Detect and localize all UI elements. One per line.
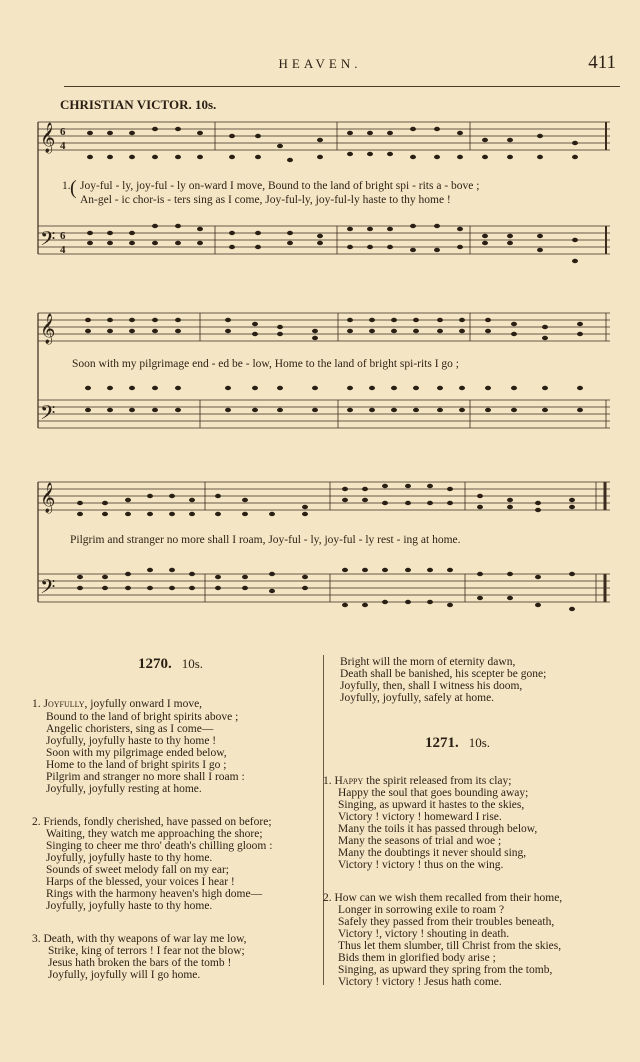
- hymn-number: 1271.: [425, 735, 459, 751]
- stanza-line: Home to the land of bright spirits I go ;: [46, 759, 227, 771]
- stanza-line: Victory ! victory ! thus on the wing.: [338, 859, 504, 871]
- column-divider: [323, 655, 324, 985]
- stanza-line: Jesus hath broken the bars of the tomb !: [48, 957, 232, 969]
- svg-text:6: 6: [60, 126, 66, 138]
- hymn-1271-heading: [425, 735, 490, 752]
- svg-text:𝄢: 𝄢: [40, 577, 56, 603]
- svg-text:𝄞: 𝄞: [40, 123, 56, 152]
- running-header: HEAVEN.: [278, 56, 362, 71]
- stanza-line: Harps of the blessed, your voices I hear !: [46, 876, 235, 888]
- stanza-line: Victory ! victory ! Jesus hath come.: [338, 976, 502, 988]
- stanza-line: Joyfully, joyfully resting at home.: [46, 783, 202, 795]
- stanza-number: 2.: [323, 892, 332, 904]
- stanza-line: Singing, as upward they spring from the tomb,: [338, 964, 553, 976]
- stanza-number: 3.: [32, 933, 41, 945]
- music-lyrics-line: Joy-ful - ly, joy-ful - ly on-ward I move, Bound to the land of bright spi - rits a - bove ;: [80, 180, 480, 192]
- svg-text:(: (: [70, 177, 77, 199]
- stanza-first-word: Happy: [334, 775, 364, 787]
- svg-text:𝄞: 𝄞: [40, 483, 56, 512]
- stanza-line: Victory ! victory ! homeward I rise.: [338, 811, 502, 823]
- stanza-line: Singing to cheer me thro' death's chilling gloom :: [46, 840, 273, 852]
- stanza-line: Angelic choristers, sing as I come—: [46, 723, 214, 735]
- stanza-line: Happy the soul that goes bounding away;: [338, 787, 529, 799]
- stanza-line: Joyfully, joyfully haste to thy home.: [46, 900, 213, 912]
- stanza-line: How can we wish them recalled from their home,: [334, 892, 563, 904]
- music-lyrics-line: Pilgrim and stranger no more shall I roam, Joy-ful - ly, joy-ful - ly rest - ing at home.: [70, 534, 461, 546]
- tune-name: CHRISTIAN VICTOR. 10s.: [60, 97, 217, 112]
- stanza-number: 2.: [32, 816, 41, 828]
- stanza-line: Joyfully, then, shall I witness his doom,: [340, 680, 523, 692]
- stanza-line: Bids them in glorified body arise ;: [338, 952, 496, 964]
- music-system-3: [0, 474, 640, 624]
- stanza-line: Many the toils it has passed through below,: [338, 823, 538, 835]
- stanza-number: 1.: [323, 775, 332, 787]
- stanza-line: Longer in sorrowing exile to roam ?: [338, 904, 505, 916]
- stanza-first-word: Joyfully: [43, 698, 85, 710]
- page-number: 411: [588, 52, 616, 73]
- svg-text:4: 4: [60, 244, 66, 256]
- verse-marker: 1.: [62, 180, 71, 192]
- hymn-number: 1270.: [138, 656, 172, 672]
- stanza-line: Soon with my pilgrimage ended below,: [46, 747, 227, 759]
- stanza-number: 1.: [32, 698, 41, 710]
- stanza-line: Joyfully, joyfully haste to thy home.: [46, 852, 213, 864]
- stanza-line: Rings with the harmony heaven's high dome—: [46, 888, 263, 900]
- stanza-line: Victory !, victory ! shouting in death.: [338, 928, 510, 940]
- hymn-1270-heading: [138, 656, 203, 673]
- svg-text:𝄢: 𝄢: [40, 403, 56, 429]
- header-rule: [64, 86, 620, 87]
- stanza-line: Thus let them slumber, till Christ from the skies,: [338, 940, 562, 952]
- stanza-line: Many the doubtings it never should sing,: [338, 847, 527, 859]
- stanza-line: Joyfully, joyfully, safely at home.: [340, 692, 495, 704]
- stanza-line: Joyfully, joyfully will I go home.: [48, 969, 201, 981]
- stanza-line: Many the seasons of trial and woe ;: [338, 835, 502, 847]
- stanza-line: Death shall be banished, his scepter be gone;: [340, 668, 547, 680]
- stanza-line: the spirit released from its clay;: [363, 775, 512, 787]
- hymn-meter: 10s.: [181, 656, 204, 671]
- stanza-line: Singing, as upward it hastes to the skies,: [338, 799, 525, 811]
- stanza-line: Safely they passed from their troubles beneath,: [338, 916, 555, 928]
- svg-text:4: 4: [60, 140, 66, 152]
- stanza-line: Joyfully, joyfully haste to thy home !: [46, 735, 217, 747]
- stanza-line: Bright will the morn of eternity dawn,: [340, 656, 516, 668]
- svg-text:𝄞: 𝄞: [40, 314, 56, 343]
- stanza-line: Bound to the land of bright spirits above ;: [46, 711, 239, 723]
- stanza-line: , joyfully onward I move,: [84, 698, 203, 710]
- music-system-1: [0, 112, 640, 272]
- music-lyrics-line: Soon with my pilgrimage end - ed be - low, Home to the land of bright spi-rits I go ;: [72, 358, 459, 370]
- stanza-line: Death, with thy weapons of war lay me low,: [43, 933, 247, 945]
- stanza-line: Pilgrim and stranger no more shall I roam :: [46, 771, 245, 783]
- svg-text:𝄢: 𝄢: [40, 229, 56, 255]
- music-lyrics-line: An-gel - ic chor-is - ters sing as I come, Joy-ful-ly, joy-ful-ly haste to thy home !: [80, 194, 451, 206]
- stanza-line: Strike, king of terrors ! I fear not the blow;: [48, 945, 245, 957]
- stanza-line: Sounds of sweet melody fall on my ear;: [46, 864, 230, 876]
- music-system-2: [0, 305, 640, 440]
- stanza-line: Friends, fondly cherished, have passed on before;: [43, 816, 272, 828]
- stanza-line: Waiting, they watch me approaching the shore;: [46, 828, 263, 840]
- svg-text:6: 6: [60, 230, 66, 242]
- hymn-meter: 10s.: [468, 735, 491, 750]
